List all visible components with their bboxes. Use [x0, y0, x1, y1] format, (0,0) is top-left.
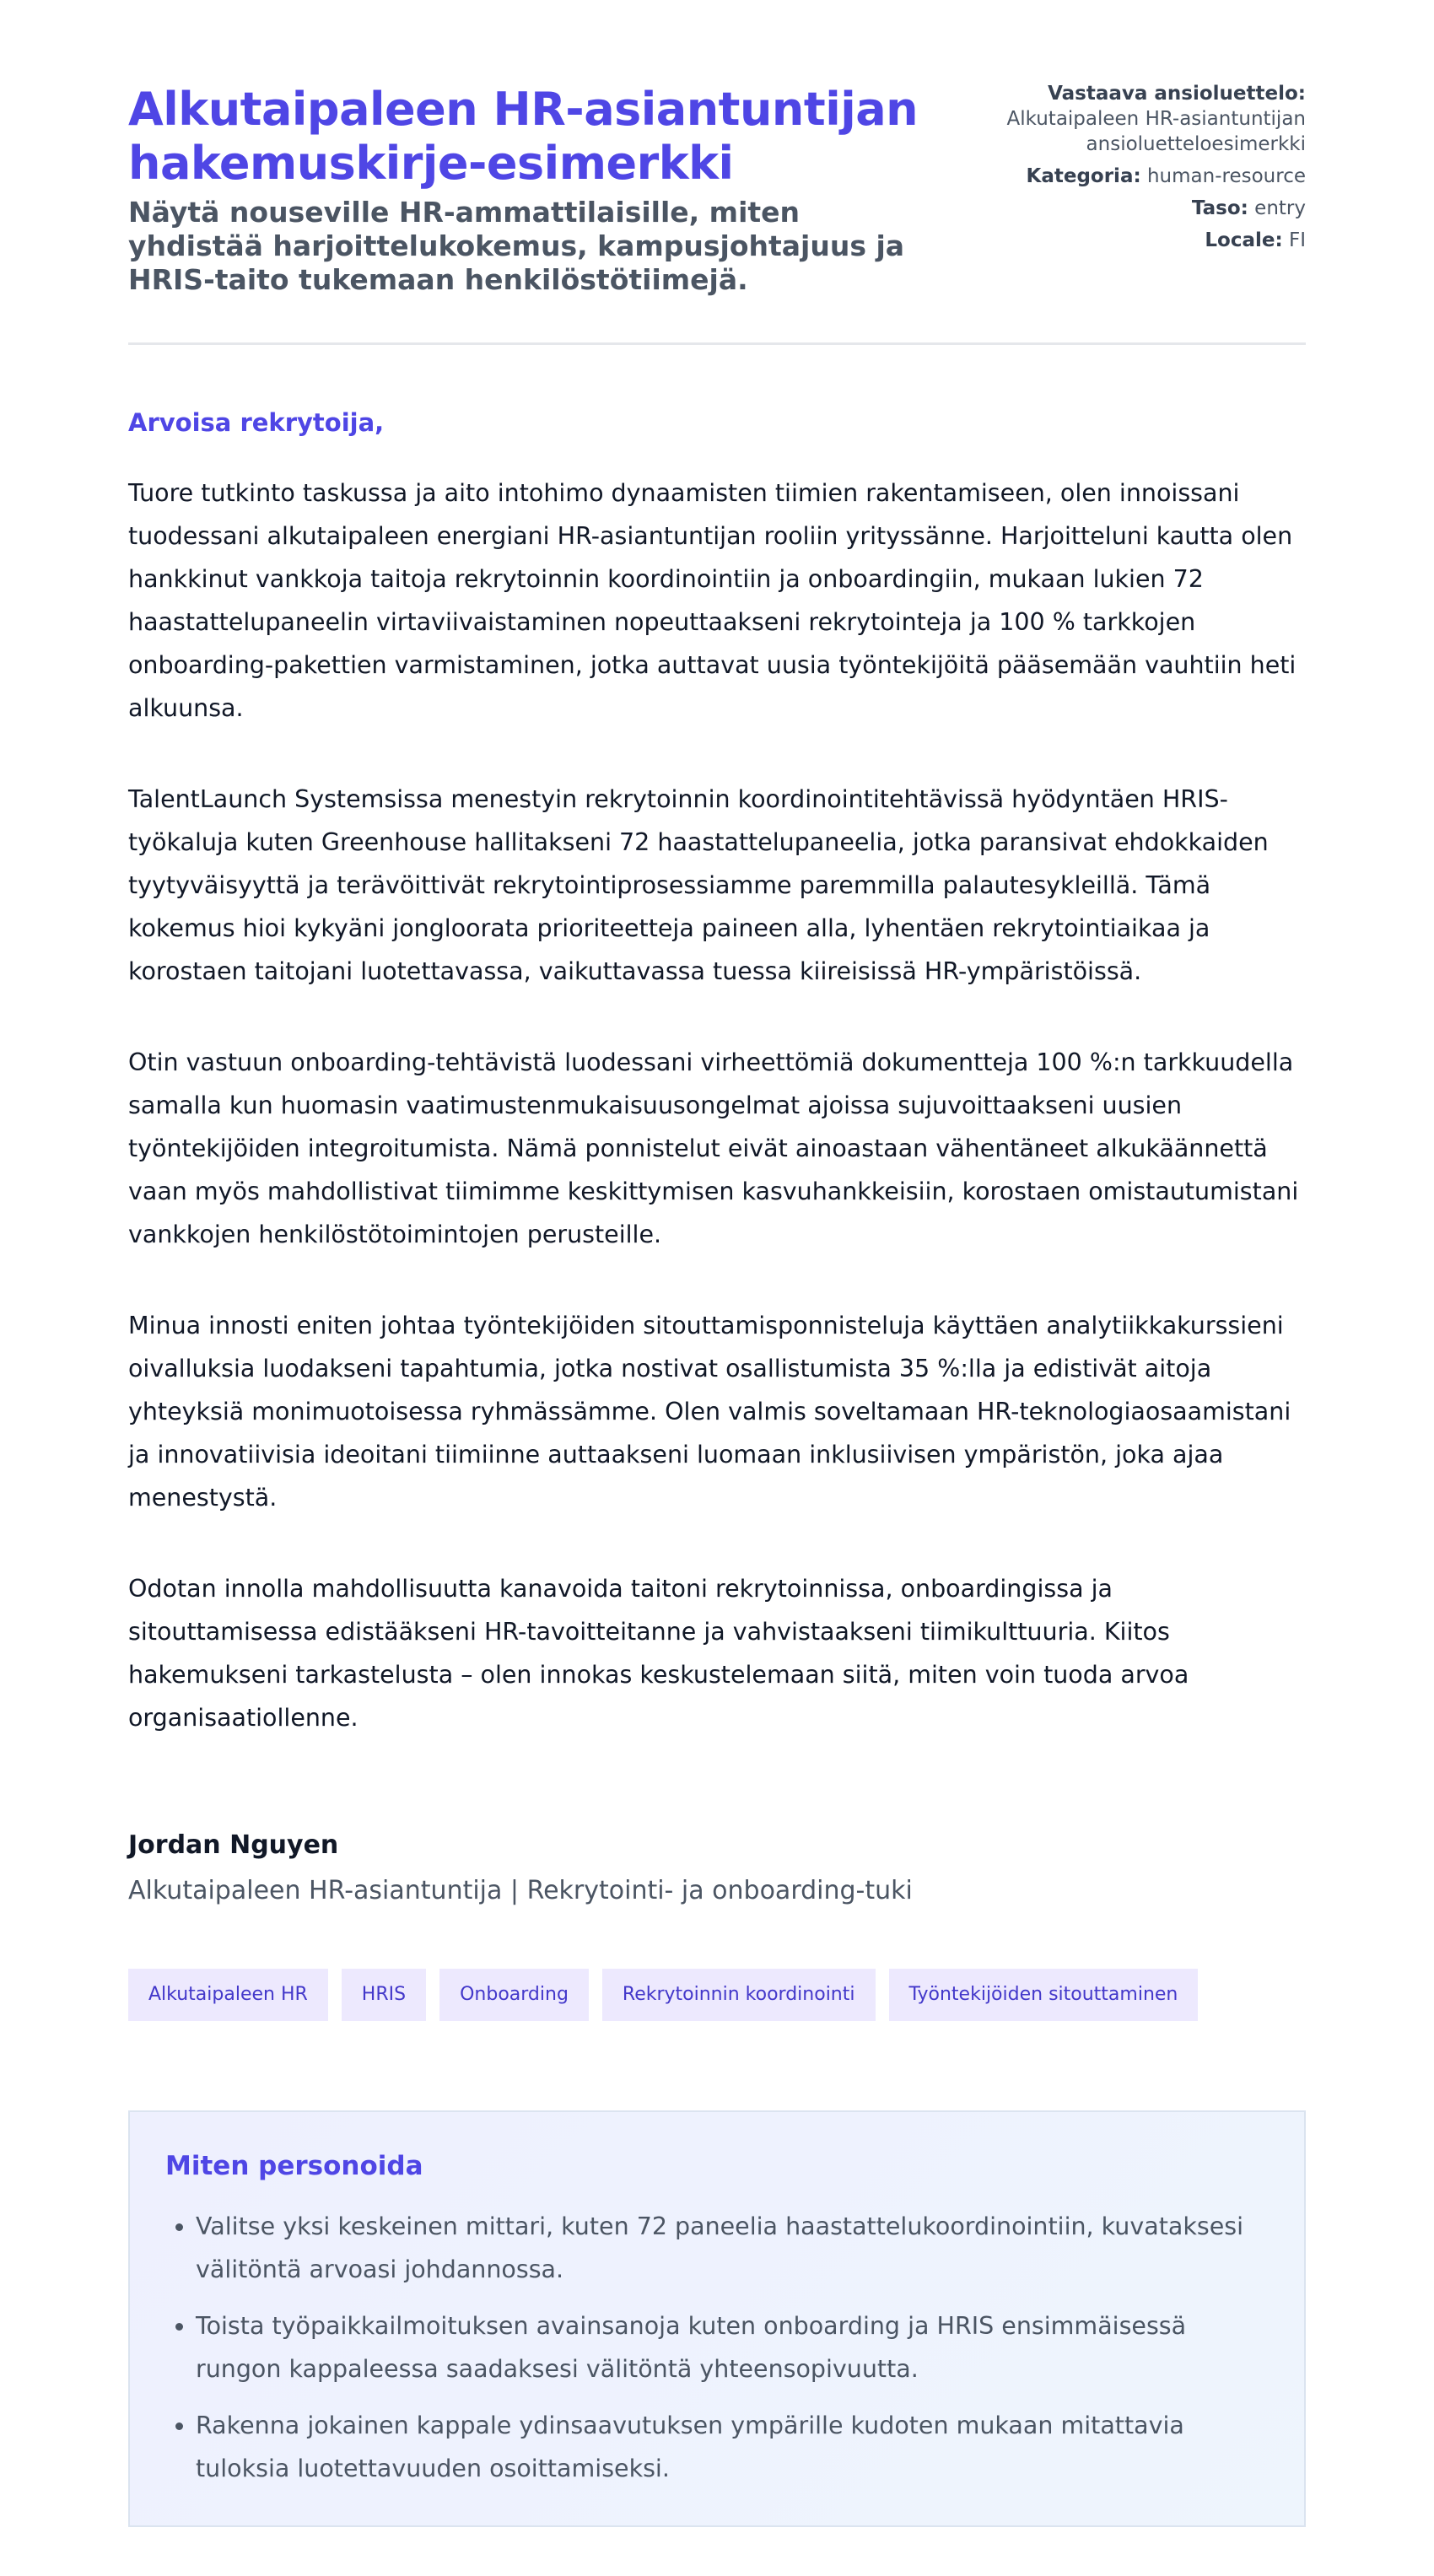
meta-resume-label: Vastaava ansioluettelo:	[1048, 83, 1306, 105]
page-title: Alkutaipaleen HR-asiantuntijan hakemuskirje-esimerkki	[128, 83, 919, 190]
tips-list	[165, 2205, 1269, 2490]
letter-paragraph: Tuore tutkinto taskussa ja aito intohimo dynaamisten tiimien rakentamiseen, olen innoissani tuodessani alkutaipaleen energiani HR-asiantuntijan rooliin yrityssänne. Harjoitteluni kautta olen hankkinut vankkoja taitoja rekrytoinnin koordinointiin ja onboardingiin, mukaan lukien 72 haastattelupaneelin virtaviivaistaminen nopeuttaakseni rekrytointeja ja 100 % tarkkojen onboarding-pakettien varmistaminen, jotka auttavat uusia työntekijöitä pääsemään vauhtiin heti alkuunsa.	[128, 479, 1297, 722]
meta-locale-label: Locale:	[1205, 229, 1283, 251]
meta-resume	[918, 81, 1306, 157]
letter-paragraph: Odotan innolla mahdollisuutta kanavoida taitoni rekrytoinnissa, onboardingissa ja sitouttamisessa edistääkseni HR-tavoitteitanne ja vahvistaakseni tiimikulttuuria. Kiitos hakemukseni tarkastelusta – olen innokas keskustelemaan siitä, miten voin tuoda arvoa organisaatiollenne.	[128, 1575, 1189, 1732]
meta-level	[918, 196, 1306, 221]
page-subtitle: Näytä nouseville HR-ammattilaisille, miten yhdistää harjoittelukokemus, kampusjohtajuus ja HRIS-taito tukemaan henkilöstötiimejä.	[128, 196, 905, 296]
meta-locale-value: FI	[1288, 229, 1306, 251]
tips-title: Miten personoida	[165, 2151, 423, 2181]
meta-category-label: Kategoria:	[1026, 165, 1141, 187]
tip-item: • Toista työpaikkailmoituksen avainsanoja kuten onboarding ja HRIS ensimmäisessä rungon kappaleessa saadaksesi välitöntä yhteensopivuutta.	[196, 2304, 1269, 2390]
tag-chip[interactable]: Rekrytoinnin koordinointi	[602, 1969, 876, 2021]
cover-letter-page	[128, 76, 1306, 2527]
meta-panel	[918, 81, 1306, 260]
meta-locale	[918, 228, 1306, 253]
signature-role: Alkutaipaleen HR-asiantuntija | Rekrytointi- ja onboarding-tuki	[128, 1876, 913, 1905]
letter-body	[128, 472, 1306, 1739]
meta-resume-link[interactable]: Alkutaipaleen HR-asiantuntijan ansioluetteloesimerkki	[1006, 108, 1306, 155]
title-block	[128, 83, 921, 297]
letter-paragraph: Otin vastuun onboarding-tehtävistä luodessani virheettömiä dokumentteja 100 %:n tarkkuudella samalla kun huomasin vaatimustenmukaisuusongelmat ajoissa sujuvoittaakseni uusien työntekijöiden integroitumista. Nämä ponnistelut eivät ainoastaan vähentäneet alkukäännettä vaan myös mahdollistivat tiimimme keskittymisen kasvuhankkeisiin, korostaen omistautumistani vankkojen henkilöstötoimintojen perusteille.	[128, 1048, 1299, 1248]
signature-name: Jordan Nguyen	[128, 1830, 339, 1860]
tag-chip[interactable]: Työntekijöiden sitouttaminen	[889, 1969, 1199, 2021]
letter-paragraph: Minua innosti eniten johtaa työntekijöiden sitouttamisponnisteluja käyttäen analytiikkakurssieni oivalluksia luodakseni tapahtumia, jotka nostivat osallistumista 35 %:lla ja edistivät aitoja yhteyksiä monimuotoisessa ryhmässämme. Olen valmis soveltamaan HR-teknologiaosaamistani ja innovatiivisia ideoitani tiimiinne auttaakseni luomaan inklusiivisen ympäristön, joka ajaa menestystä.	[128, 1312, 1291, 1512]
meta-category-value: human-resource	[1146, 165, 1306, 187]
letter-greeting: Arvoisa rekrytoija,	[128, 408, 385, 437]
page-header	[128, 76, 1306, 345]
tag-chip[interactable]: Alkutaipaleen HR	[128, 1969, 328, 2021]
meta-level-value: entry	[1254, 197, 1306, 219]
tip-item: • Valitse yksi keskeinen mittari, kuten 72 paneelia haastattelukoordinointiin, kuvataksesi välitöntä arvoasi johdannossa.	[196, 2205, 1269, 2291]
signature-block	[128, 1829, 1306, 1908]
meta-level-label: Taso:	[1191, 197, 1248, 219]
tag-list	[128, 1969, 1306, 2021]
personalization-tips	[128, 2110, 1306, 2527]
tag-chip[interactable]: Onboarding	[439, 1969, 589, 2021]
tip-item: • Rakenna jokainen kappale ydinsaavutuksen ympärille kudoten mukaan mitattavia tuloksia luotettavuuden osoittamiseksi.	[196, 2404, 1269, 2490]
tag-chip[interactable]: HRIS	[342, 1969, 426, 2021]
letter-paragraph: TalentLaunch Systemsissa menestyin rekrytoinnin koordinointitehtävissä hyödyntäen HRIS-työkaluja kuten Greenhouse hallitakseni 72 haastattelupaneelia, jotka paransivat ehdokkaiden tyytyväisyyttä ja terävöittivät rekrytointiprosessiamme paremmilla palautesykleillä. Tämä kokemus hioi kykyäni jongloorata prioriteetteja paineen alla, lyhentäen rekrytointiaikaa ja korostaen taitojani luotettavassa, vaikuttavassa tuessa kiireisissä HR-ympäristöissä.	[128, 785, 1269, 985]
meta-category	[918, 164, 1306, 189]
